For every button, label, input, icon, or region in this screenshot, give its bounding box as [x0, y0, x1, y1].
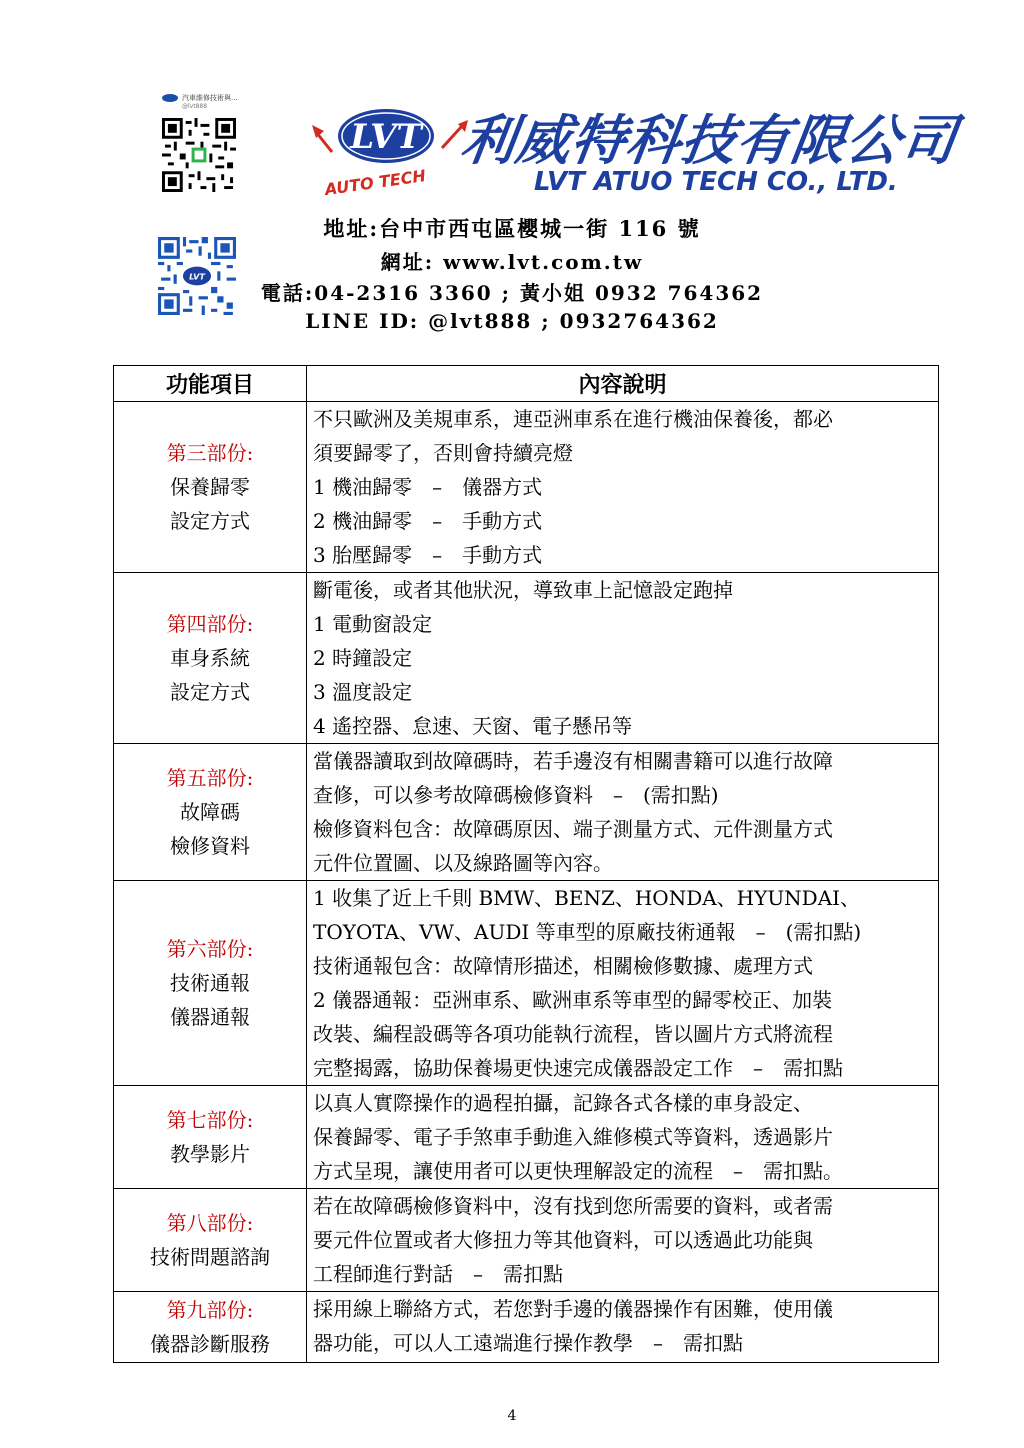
- function-name: 設定方式: [170, 680, 250, 704]
- description-line: 完整揭露，協助保養場更快速完成儀器設定工作 – 需扣點: [313, 1056, 843, 1080]
- description-line: 若在故障碼檢修資料中，沒有找到您所需要的資料，或者需: [313, 1194, 833, 1218]
- function-item-cell: [114, 744, 307, 881]
- function-name: 檢修資料: [170, 834, 250, 858]
- function-name: 教學影片: [170, 1142, 250, 1166]
- description-line: 工程師進行對話 – 需扣點: [313, 1262, 563, 1286]
- content-description-cell: [307, 402, 939, 573]
- phone-line: 電話:04-2316 3360 ; 黃小姐 0932 764362: [260, 281, 764, 305]
- description-line: 檢修資料包含：故障碼原因、端子測量方式、元件測量方式: [313, 817, 833, 841]
- function-name: 儀器通報: [170, 1005, 250, 1029]
- content-description-cell: [307, 881, 939, 1086]
- description-line: 1 收集了近上千則 BMW、BENZ、HONDA、HYUNDAI、: [313, 886, 861, 910]
- logo-badge-text: LVT: [350, 117, 422, 157]
- description-line: 2 機油歸零 – 手動方式: [313, 509, 543, 533]
- function-name: 儀器診斷服務: [150, 1332, 270, 1356]
- qr-caption-text: 汽車維修技術與...: [182, 94, 238, 102]
- page-number: 4: [507, 1408, 517, 1424]
- content-description-cell: [307, 1086, 939, 1189]
- description-line: 改裝、編程設碼等各項功能執行流程，皆以圖片方式將流程: [313, 1022, 833, 1046]
- content-description-cell: [307, 573, 939, 744]
- function-name: 設定方式: [170, 509, 250, 533]
- description-line: 1 電動窗設定: [313, 612, 433, 636]
- line-qr-code: [162, 118, 236, 192]
- description-line: 器功能，可以人工遠端進行操作教學 – 需扣點: [313, 1331, 743, 1355]
- table-header-row: [114, 366, 939, 402]
- part-label: 第七部份:: [166, 1108, 254, 1132]
- table-row: [114, 1086, 939, 1189]
- company-name-cn: 利威特科技有限公司: [457, 109, 961, 172]
- function-item-cell: [114, 1086, 307, 1189]
- function-name: 保養歸零: [170, 475, 250, 499]
- content-description-cell: [307, 1189, 939, 1292]
- description-line: 2 儀器通報：亞洲車系、歐洲車系等車型的歸零校正、加裝: [313, 988, 833, 1012]
- function-name: 車身系統: [170, 646, 250, 670]
- table-row: [114, 1189, 939, 1292]
- qr-caption-sub: @lvt888: [182, 103, 208, 110]
- description-line: 1 機油歸零 – 儀器方式: [313, 475, 543, 499]
- logo-tagline: AUTO TECH: [323, 166, 427, 200]
- mini-logo-icon: [162, 94, 178, 102]
- description-line: 須要歸零了，否則會持續亮燈: [313, 441, 573, 465]
- description-line: 以真人實際操作的過程拍攝，記錄各式各樣的車身設定、: [313, 1091, 813, 1115]
- qr2-badge-text: LVT: [189, 271, 205, 282]
- part-label: 第五部份:: [166, 766, 254, 790]
- address-line: 地址:台中市西屯區櫻城一街 116 號: [323, 216, 701, 241]
- description-line: 保養歸零、電子手煞車手動進入維修模式等資料，透過影片: [313, 1125, 833, 1149]
- function-name: 技術通報: [170, 971, 250, 995]
- table-row: [114, 573, 939, 744]
- description-line: 3 溫度設定: [313, 680, 413, 704]
- description-line: 元件位置圖、以及線路圖等內容。: [313, 851, 613, 875]
- function-item-cell: [114, 1292, 307, 1363]
- description-line: 4 遙控器、怠速、天窗、電子懸吊等: [313, 714, 633, 738]
- function-item-cell: [114, 402, 307, 573]
- description-line: 查修，可以參考故障碼檢修資料 – (需扣點): [313, 783, 719, 807]
- header-function-item: 功能項目: [114, 366, 307, 402]
- description-line: TOYOTA、VW、AUDI 等車型的原廠技術通報 – (需扣點): [313, 920, 862, 944]
- part-label: 第八部份:: [166, 1211, 254, 1235]
- feature-table: [113, 365, 939, 1363]
- content-description-cell: [307, 744, 939, 881]
- description-line: 技術通報包含：故障情形描述，相關檢修數據、處理方式: [313, 954, 813, 978]
- description-line: 採用線上聯絡方式，若您對手邊的儀器操作有困難，使用儀: [313, 1297, 833, 1321]
- description-line: 3 胎壓歸零 – 手動方式: [313, 543, 543, 567]
- description-line: 斷電後，或者其他狀況，導致車上記憶設定跑掉: [313, 578, 733, 602]
- part-label: 第六部份:: [166, 937, 254, 961]
- function-item-cell: [114, 881, 307, 1086]
- company-name-en: LVT ATUO TECH CO., LTD.: [534, 167, 898, 197]
- description-line: 當儀器讀取到故障碼時，若手邊沒有相關書籍可以進行故障: [313, 749, 833, 773]
- part-label: 第三部份:: [166, 441, 254, 465]
- description-line: 2 時鐘設定: [313, 646, 413, 670]
- table-row: [114, 402, 939, 573]
- function-name: 故障碼: [180, 800, 240, 824]
- table-row: [114, 881, 939, 1086]
- table-row: [114, 744, 939, 881]
- header-content-description: 內容說明: [307, 366, 939, 402]
- content-description-cell: [307, 1292, 939, 1363]
- function-item-cell: [114, 573, 307, 744]
- part-label: 第四部份:: [166, 612, 254, 636]
- part-label: 第九部份:: [166, 1298, 254, 1322]
- function-name: 技術問題諮詢: [150, 1245, 270, 1269]
- description-line: 方式呈現，讓使用者可以更快理解設定的流程 – 需扣點。: [313, 1159, 843, 1183]
- description-line: 不只歐洲及美規車系，連亞洲車系在進行機油保養後，都必: [313, 407, 833, 431]
- description-line: 要元件位置或者大修扭力等其他資料，可以透過此功能與: [313, 1228, 813, 1252]
- website-line: 網址: www.lvt.com.tw: [380, 250, 644, 274]
- table-row: [114, 1292, 939, 1363]
- line-id-line: LINE ID: @lvt888 ; 0932764362: [305, 309, 719, 333]
- qr-caption: [162, 93, 238, 103]
- feature-table-body: [114, 402, 939, 1363]
- function-item-cell: [114, 1189, 307, 1292]
